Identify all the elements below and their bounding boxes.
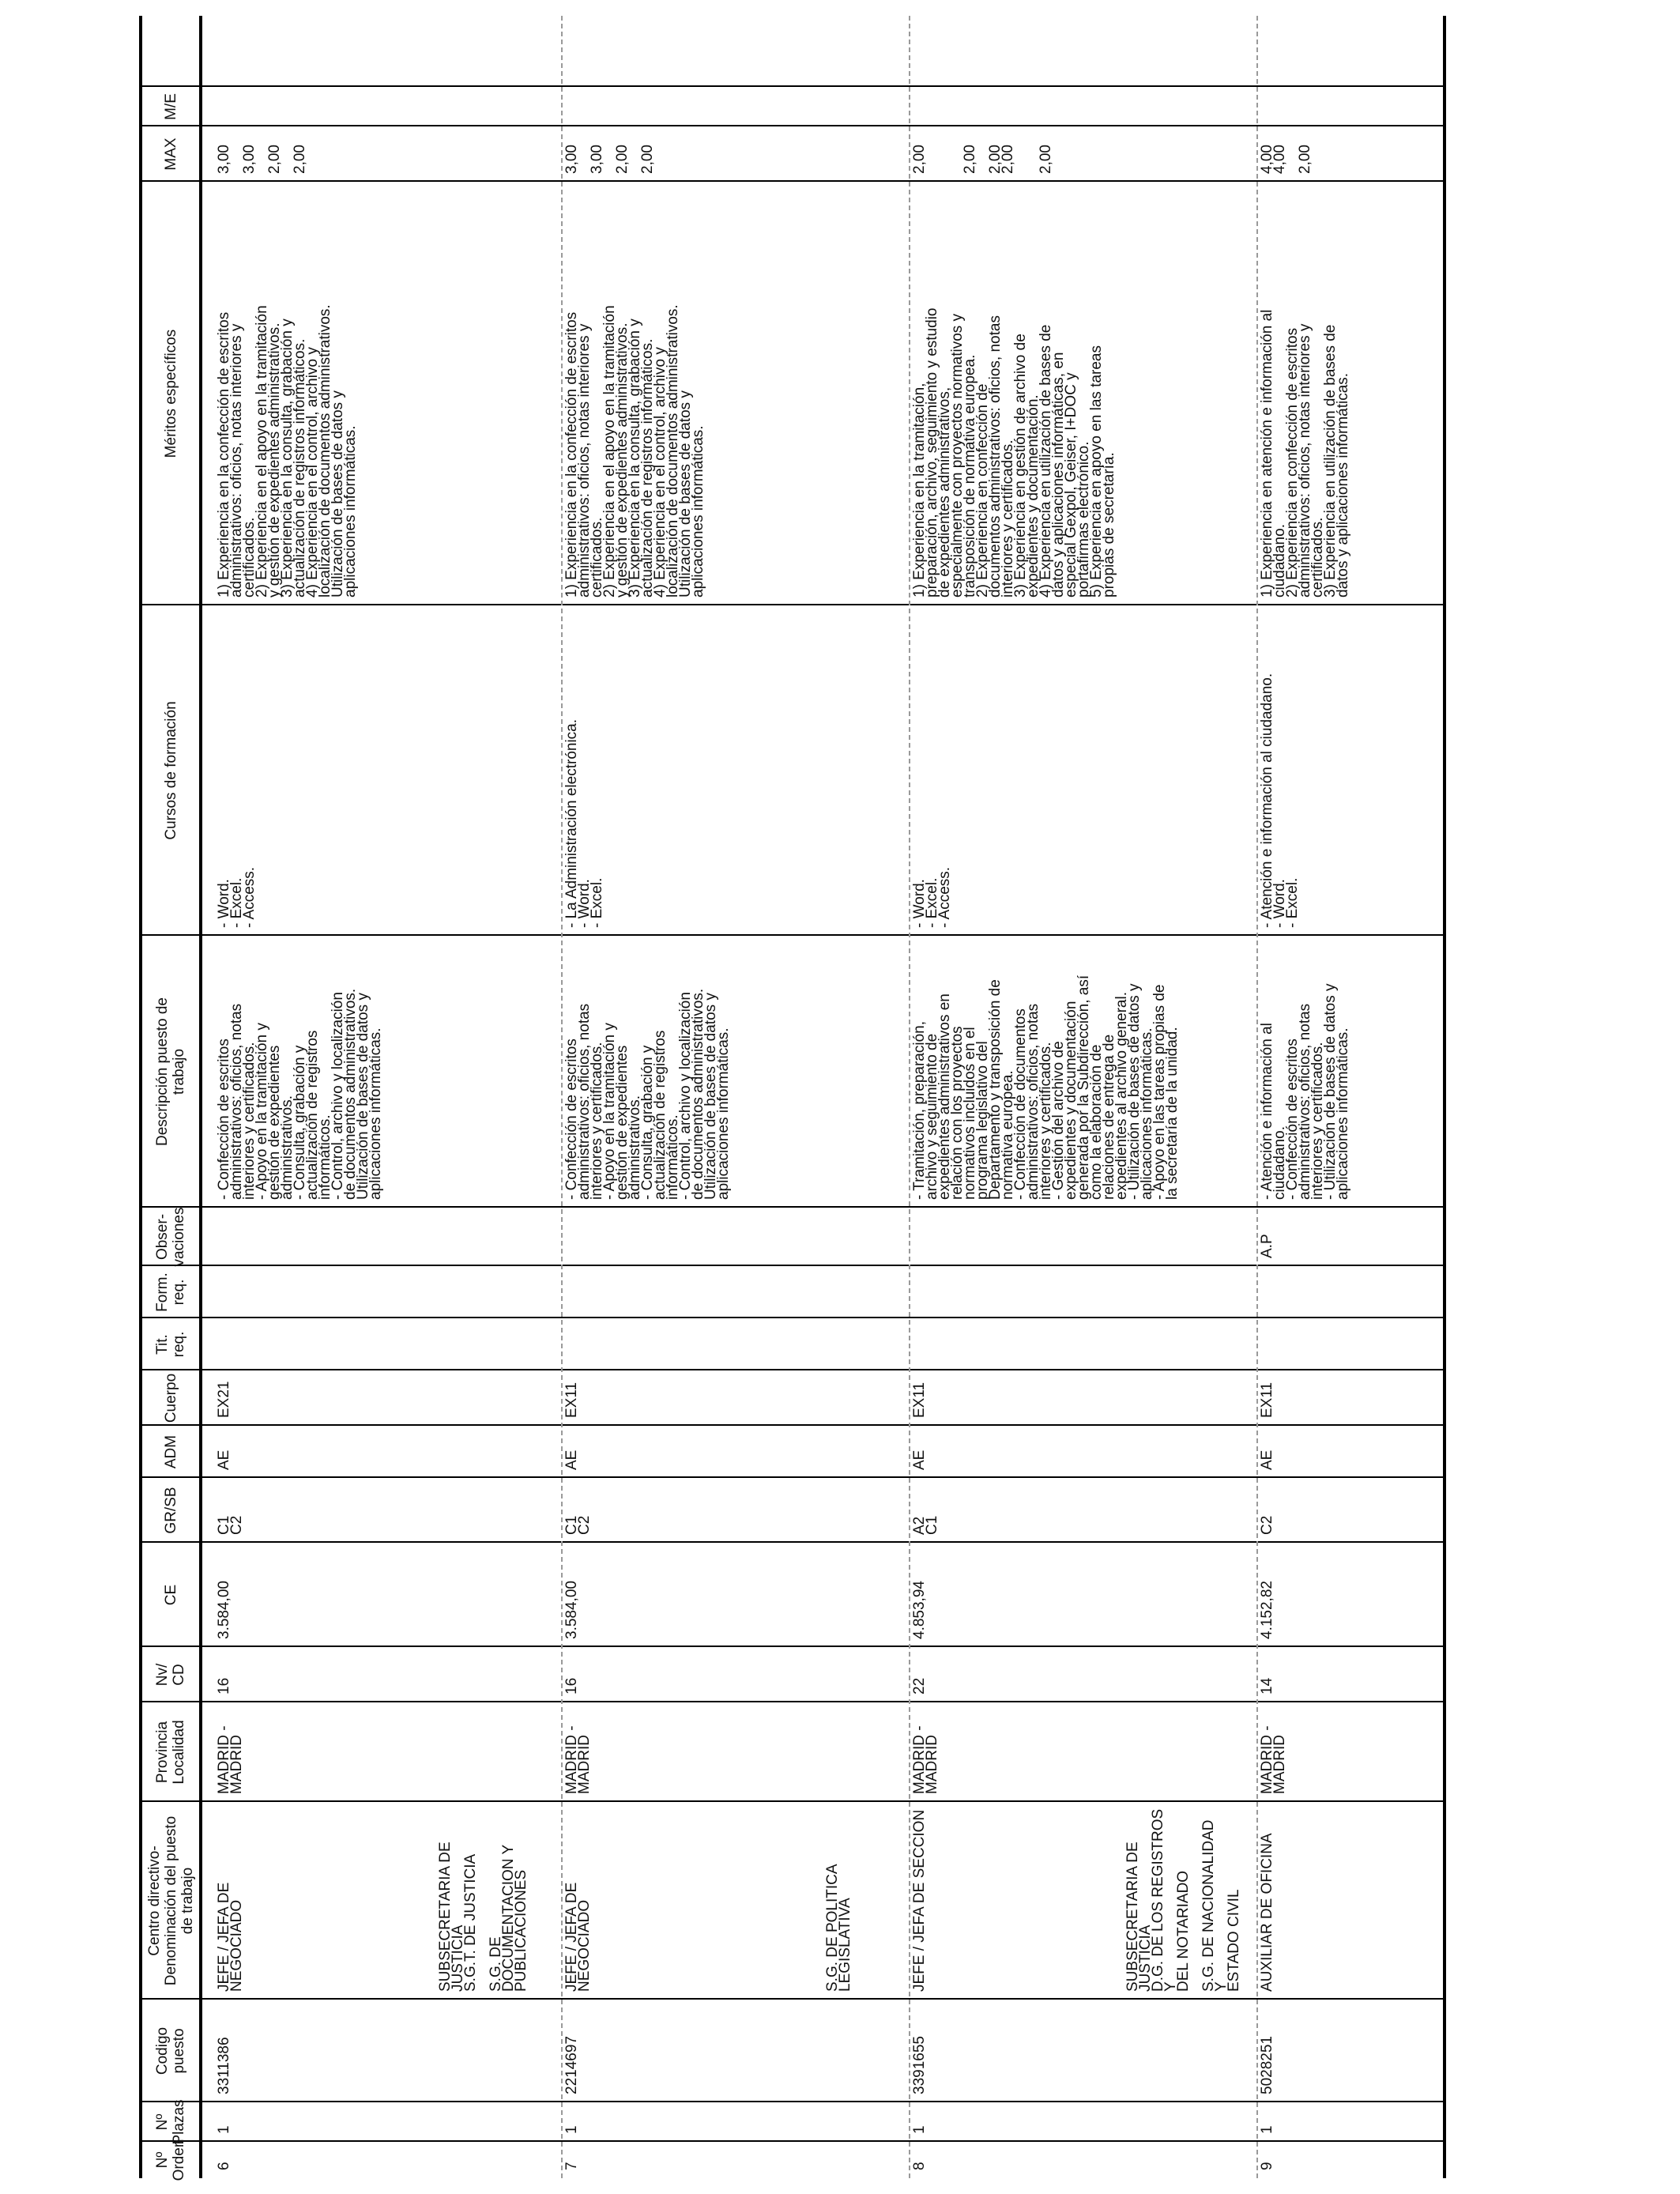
header-desc: Descripción puesto de trabajo: [154, 997, 187, 1146]
header-centro: Centro directivo- Denominación del puesto de trabajo: [145, 1815, 196, 1986]
cell-grsb: A2 C1: [911, 1515, 940, 1535]
cell-provincia: MADRID - MADRID: [1259, 1725, 1288, 1794]
cell-provincia: MADRID - MADRID: [216, 1725, 245, 1794]
cell-desc: - Atención e información al ciudadano. - Confección de escritos administrativos: oficios, notas interiores y certificados. - Utilización de bases de datos y aplicaciones informáticas.: [1259, 983, 1351, 1200]
cell-centro-unit: SUBSECRETARIA DE JUSTICIA S.G.T. DE JUSTICIA S.G. DE DOCUMENTACION Y PUBLICACIONES: [437, 1842, 529, 1992]
column-rule: [142, 1317, 1443, 1318]
column-rule: [142, 2140, 1443, 2142]
cell-codigo: 3391655: [911, 2036, 928, 2094]
column-rule: [142, 2101, 1443, 2102]
cell-orden: 7: [563, 2162, 580, 2170]
column-rule: [142, 180, 1443, 182]
row-separator: [561, 16, 563, 2178]
column-rule: [142, 85, 1443, 87]
cell-centro-unit: S.G. DE POLITICA LEGISLATIVA: [824, 1864, 853, 1992]
header-cursos: Cursos de formación: [162, 701, 179, 840]
cell-nv: 16: [563, 1677, 580, 1695]
cell-codigo: 5028251: [1259, 2036, 1275, 2094]
cell-max: 3,00 3,00 2,00 2,00: [216, 145, 308, 174]
column-rule: [142, 1206, 1443, 1208]
cell-grsb: C2: [1259, 1515, 1275, 1535]
cell-centro: AUXILIAR DE OFICINA: [1259, 1833, 1275, 1992]
cell-cuerpo: EX21: [216, 1381, 232, 1418]
cell-obs: A.P: [1259, 1234, 1275, 1258]
column-rule: [142, 125, 1443, 126]
cell-meritos: 1) Experiencia en la tramitación, preparación, archivo, seguimiento y estudio de expedientes administrativos, especialmente con proyectos normativos y transposición de normativa europea. 2) Experiencia en confección de documentos administrativos: oficios, notas interiores y certificados. 3) Experiencia en gestión de archivo de expedientes y documentación. 4) Experiencia en utilización de bases de datos y aplicaciones informáticas, en especial Gexpol, Geiser, I+DOC y portafirmas electrónico. 5) Experiencia en apoyo en las tareas propias de secretaría.: [911, 307, 1117, 598]
cell-plazas: 1: [563, 2125, 580, 2134]
cell-max: 2,00 2,00 2,00 2,00 2,00: [911, 145, 1054, 174]
cell-ce: 3.584,00: [216, 1581, 232, 1639]
cell-plazas: 1: [911, 2125, 928, 2134]
cell-cursos: - Word. - Excel. - Access.: [216, 866, 258, 928]
cell-cursos: - Atención e información al ciudadano. - Word. - Excel.: [1259, 673, 1301, 928]
cell-grsb: C1 C2: [216, 1515, 245, 1535]
cell-cursos: - La Administración electrónica. - Word. - Excel.: [563, 718, 605, 928]
row-separator: [1256, 16, 1258, 2178]
header-cuerpo: Cuerpo: [162, 1373, 179, 1423]
header-rule: [199, 16, 202, 2178]
cell-orden: 9: [1259, 2162, 1275, 2170]
header-max: MAX: [162, 138, 179, 171]
cell-desc: - Confección de escritos administrativos: oficios, notas interiores y certificados. - Apoyo en la tramitación y gestión de expedientes administrativos. - Consulta, grabación y actualización de registros informáticos. - Control, archivo y localización de documentos administrativos. Utilización de bases de datos y aplicaciones informáticas.: [563, 988, 732, 1200]
cell-cuerpo: EX11: [563, 1382, 580, 1418]
row-separator: [909, 16, 910, 2178]
header-plazas: Nº Plazas: [154, 2099, 187, 2145]
header-obs: Obser- vaciones: [154, 1207, 187, 1267]
header-me: M/E: [162, 93, 179, 120]
column-rule: [142, 1369, 1443, 1370]
cell-ce: 3.584,00: [563, 1581, 580, 1639]
cell-max: 4,00 4,00 2,00: [1259, 145, 1313, 174]
cell-meritos: 1) Experiencia en la confección de escritos administrativos: oficios, notas interiores y certificados. 2) Experiencia en el apoyo en la tramitación y gestión de expedientes administrativos. 3) Experiencia en la consulta, grabación y actualización de registros informáticos. 4) Experiencia en el control, archivo y localización de documentos administrativos. Utilización de bases de datos y aplicaciones informáticas.: [563, 304, 706, 598]
cell-codigo: 3311386: [216, 2037, 232, 2094]
cell-centro-unit: SUBSECRETARIA DE JUSTICIA D.G. DE LOS REGISTROS Y DEL NOTARIADO S.G. DE NACIONALIDAD Y ESTADO CIVIL: [1124, 1808, 1242, 1992]
cell-provincia: MADRID - MADRID: [911, 1725, 940, 1794]
column-rule: [142, 1476, 1443, 1478]
cell-provincia: MADRID - MADRID: [563, 1725, 593, 1794]
column-rule: [142, 1424, 1443, 1426]
cell-orden: 6: [216, 2162, 232, 2170]
cell-centro: JEFE / JEFA DE SECCION: [911, 1809, 928, 1992]
cell-cursos: - Word. - Excel. - Access.: [911, 866, 953, 928]
cell-centro: JEFE / JEFA DE NEGOCIADO: [216, 1882, 245, 1992]
cell-max: 3,00 3,00 2,00 2,00: [563, 145, 656, 174]
header-grsb: GR/SB: [162, 1487, 179, 1534]
column-rule: [142, 1646, 1443, 1647]
column-rule: [142, 1998, 1443, 2000]
cell-centro: JEFE / JEFA DE NEGOCIADO: [563, 1882, 593, 1992]
cell-adm: AE: [1259, 1449, 1275, 1470]
cell-plazas: 1: [1259, 2125, 1275, 2134]
column-rule: [142, 1701, 1443, 1702]
cell-desc: - Tramitación, preparación, archivo y seguimiento de expedientes administrativos en relación con los proyectos normativos incluidos en el programa legislativo del Departamento y transposición de normativa europea. - Confección de documentos administrativos: oficios, notas interiores y certificados. - Gestión del archivo de expedientes y documentación generada por la Subdirección, así como la elaboración de relaciones de entrega de expedientes al archivo general. - Utilización de bases de datos y aplicaciones informáticas. - Apoyo en las tareas propias de la secretaría de la unidad.: [911, 974, 1181, 1200]
header-form: Form. req.: [154, 1272, 187, 1312]
cell-adm: AE: [216, 1449, 232, 1470]
cell-adm: AE: [563, 1449, 580, 1470]
column-rule: [142, 934, 1443, 936]
positions-table: [139, 16, 1446, 2181]
header-nv: Nv/ CD: [154, 1663, 187, 1687]
header-orden: Nº Orden: [154, 2139, 187, 2181]
cell-plazas: 1: [216, 2125, 232, 2134]
cell-ce: 4.152,82: [1259, 1581, 1275, 1639]
header-codigo: Codigo puesto: [154, 2026, 187, 2075]
cell-meritos: 1) Experiencia en la confección de escritos administrativos: oficios, notas interiores y certificados. 2) Experiencia en el apoyo en la tramitación y gestión de expedientes administrativos. 3) Experiencia en la consulta, grabación y actualización de registros informáticos. 4) Experiencia en el control, archivo y localización de documentos administrativos. Utilización de bases de datos y aplicaciones informáticas.: [216, 304, 359, 598]
column-rule: [142, 1265, 1443, 1266]
header-tit: Tit. req.: [154, 1331, 187, 1358]
cell-desc: - Confección de escritos administrativos: oficios, notas interiores y certificados. - Apoyo en la tramitación y gestión de expedientes administrativos. - Consulta, grabación y actualización de registros informáticos. - Control, archivo y localización de documentos administrativos. Utilización de bases de datos y aplicaciones informáticas.: [216, 988, 384, 1200]
column-rule: [142, 1541, 1443, 1543]
header-adm: ADM: [162, 1434, 179, 1469]
cell-cuerpo: EX11: [911, 1382, 928, 1418]
cell-nv: 22: [911, 1677, 928, 1695]
cell-ce: 4.853,94: [911, 1581, 928, 1639]
header-ce: CE: [162, 1584, 179, 1606]
header-provincia: Provincia Localidad: [154, 1720, 187, 1785]
cell-cuerpo: EX11: [1259, 1382, 1275, 1418]
cell-adm: AE: [911, 1449, 928, 1470]
cell-orden: 8: [911, 2162, 928, 2170]
column-rule: [142, 1800, 1443, 1802]
cell-codigo: 2214697: [563, 2036, 580, 2094]
column-rule: [142, 604, 1443, 605]
cell-meritos: 1) Experiencia en atención e información al ciudadano. 2) Experiencia en confección de escritos administrativos: oficios, notas interiores y certificados. 3) Experiencia en utilización de bases de datos y aplicaciones informáticas.: [1259, 309, 1351, 598]
cell-nv: 16: [216, 1677, 232, 1695]
cell-grsb: C1 C2: [563, 1515, 593, 1535]
header-meritos: Méritos específicos: [162, 329, 179, 458]
cell-nv: 14: [1259, 1677, 1275, 1695]
